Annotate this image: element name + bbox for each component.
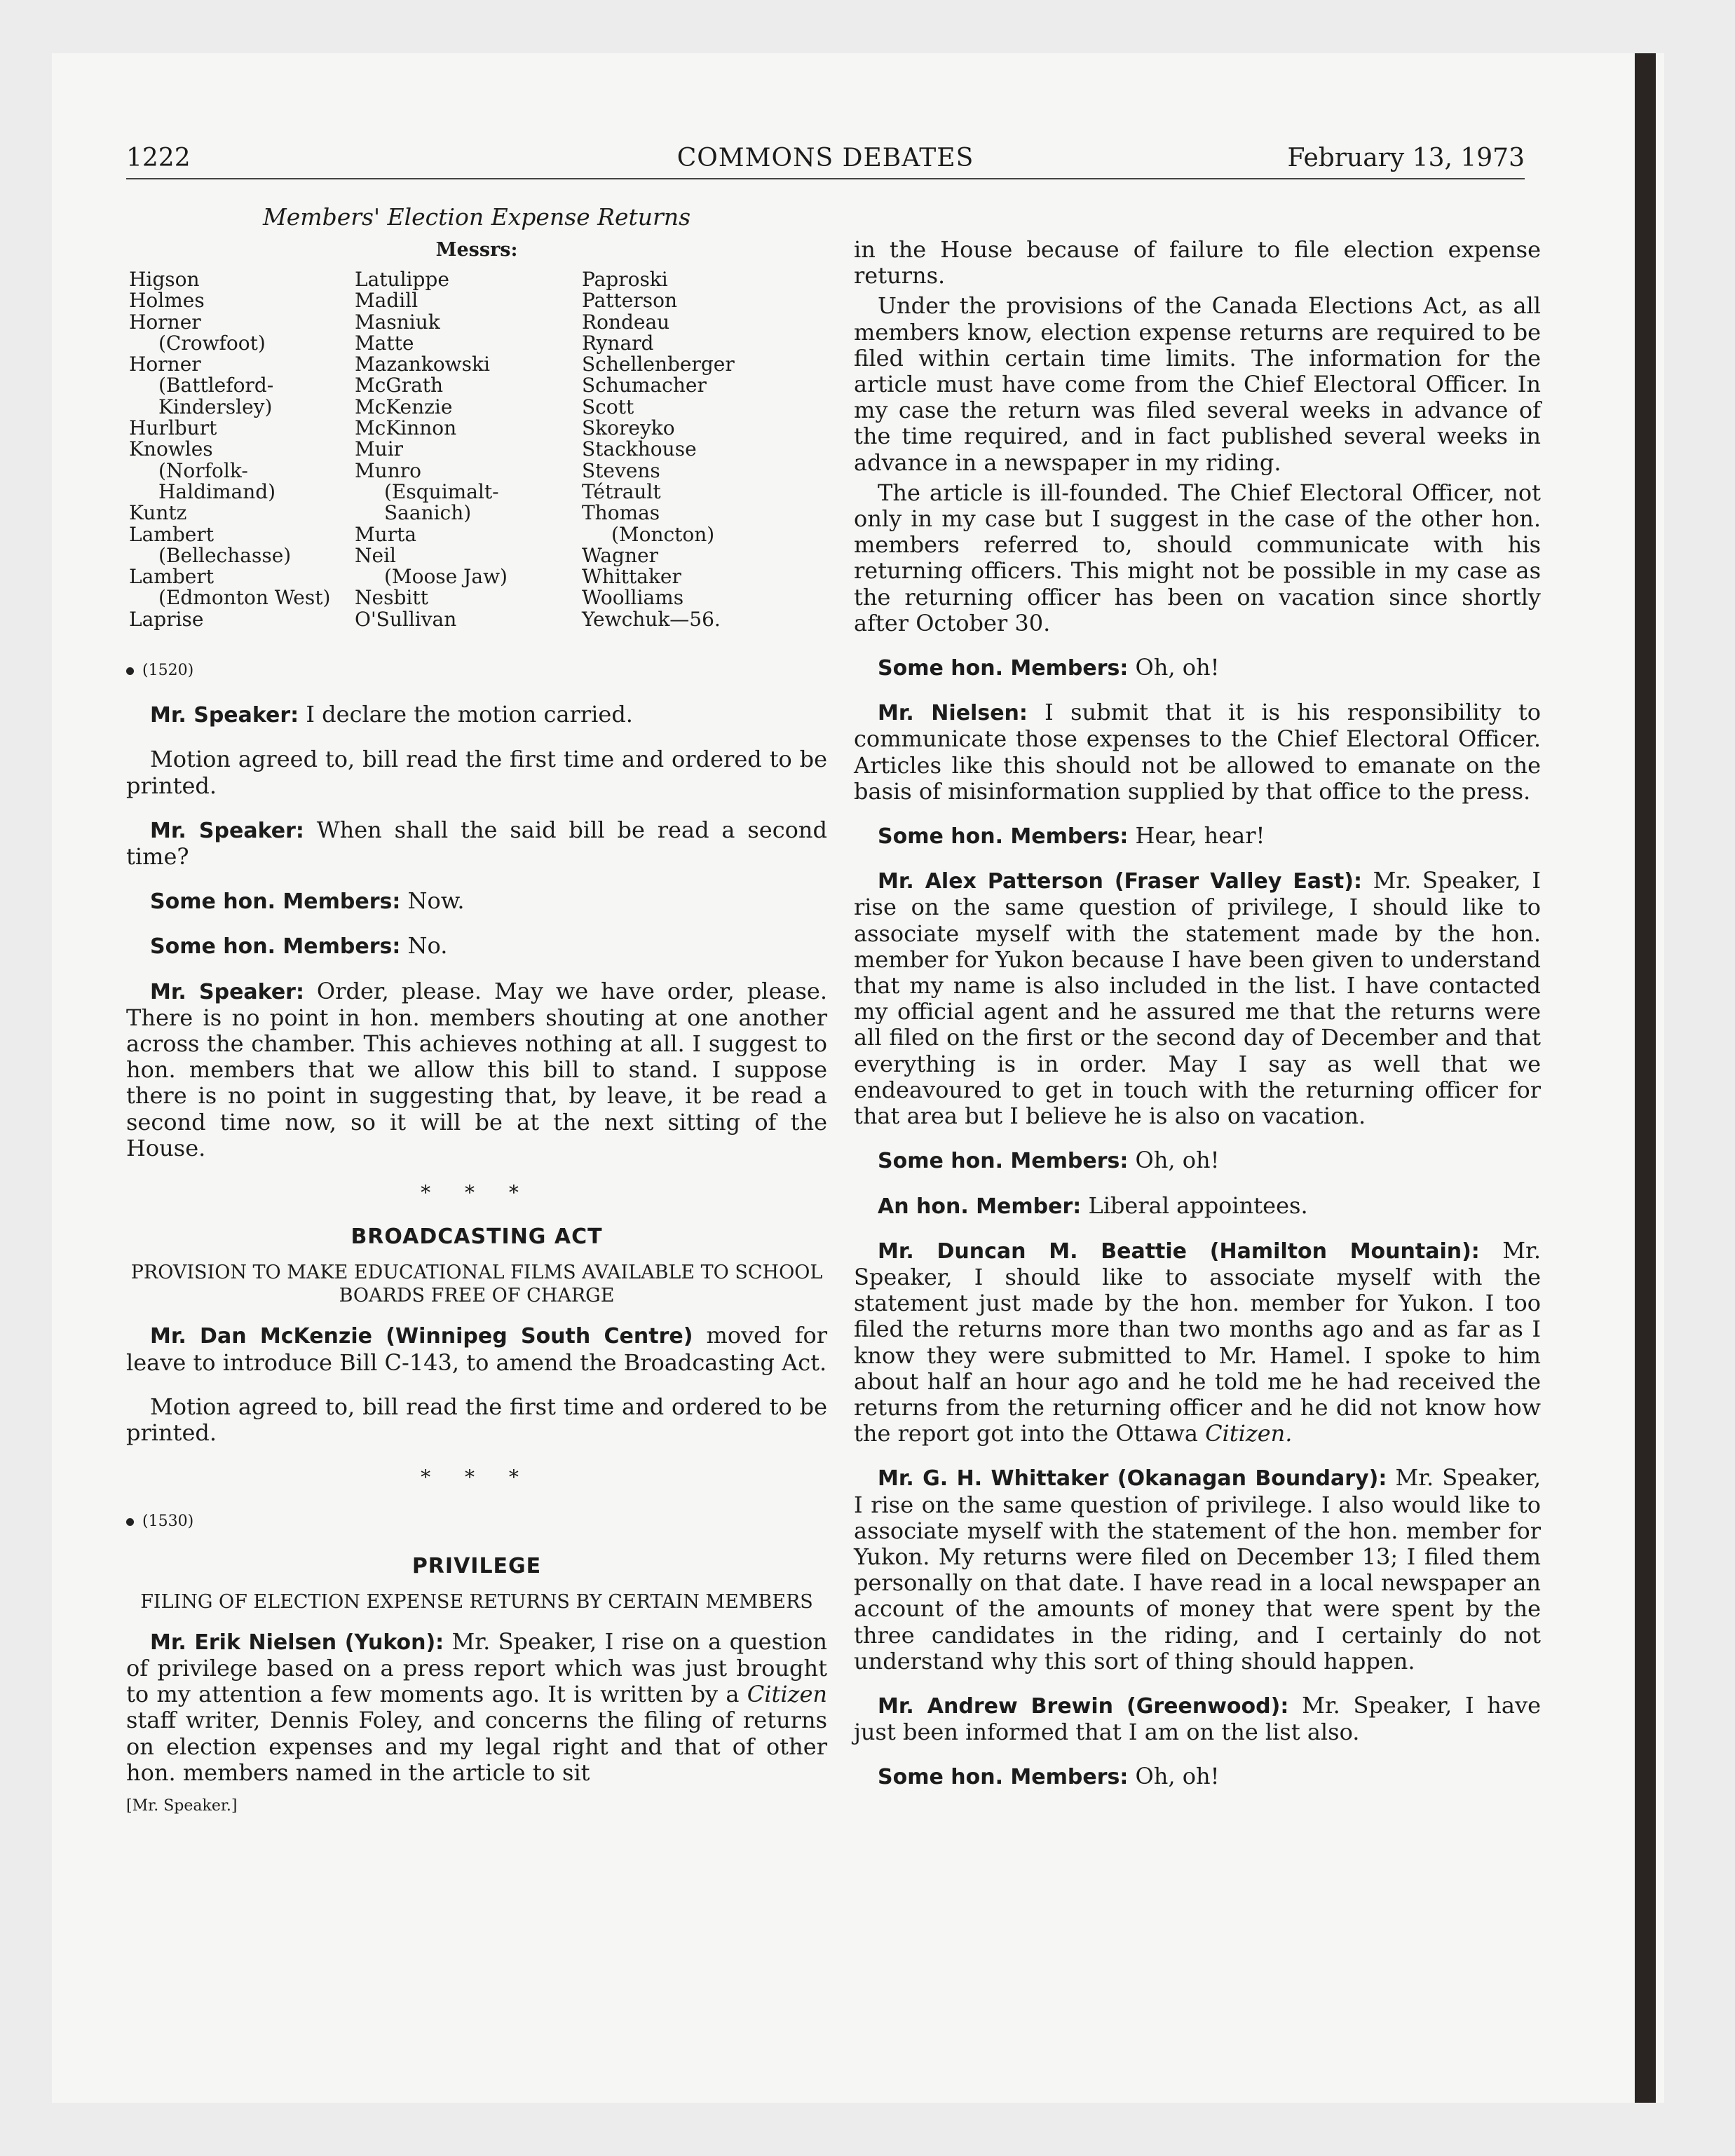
speaker-name: Some hon. Members: <box>878 1765 1129 1790</box>
speaker-name: Some hon. Members: <box>878 824 1129 850</box>
speaker-name: Some hon. Members: <box>150 934 401 960</box>
member-name: Skoreyko <box>582 416 675 440</box>
members-column-3 <box>582 269 735 630</box>
bullet-dot-icon <box>126 1518 134 1526</box>
issue-date: February 13, 1973 <box>1287 144 1525 172</box>
speaker-name: Mr. Nielsen: <box>878 701 1028 726</box>
paragraph: Mr. Speaker: Order, please. May we have order, please. There is no point in hon. members shouting at one another across the chamber. This achieves nothing at all. I suggest to hon. members that we allow this bill to stand. I suppose there is no point in suggesting that, by leave, it be read a second time now, so it will be at the next sitting of the House. <box>126 977 828 1161</box>
member-name: (Battleford- <box>158 374 274 397</box>
section-separator: * * * <box>421 1181 533 1205</box>
member-name: Schellenberger <box>582 353 735 376</box>
left-column <box>126 657 827 1819</box>
members-column-2 <box>355 269 508 630</box>
member-name: Patterson <box>582 289 677 313</box>
member-name: Horner <box>129 353 201 376</box>
page-number: 1222 <box>126 144 191 172</box>
section-heading: BROADCASTING ACT <box>351 1224 603 1250</box>
member-name: Lambert <box>129 522 214 546</box>
member-name: Wagner <box>582 543 658 567</box>
paragraph: in the House because of failure to file election expense returns. <box>854 236 1541 289</box>
section-heading: PRIVILEGE <box>411 1553 542 1578</box>
speaker-name: An hon. Member: <box>878 1194 1082 1219</box>
member-name: Munro <box>355 458 421 482</box>
running-header <box>126 143 1525 179</box>
members-column-1 <box>129 269 330 630</box>
member-name: McKenzie <box>355 395 453 418</box>
paragraph: The article is ill-founded. The Chief Electoral Officer, not only in my case but I suggest in the case of the other hon. members referred to, should communicate with his returning officers. This might not be possible in my case as the returning officer has been on vacation since shortly after October 30. <box>854 479 1541 636</box>
paragraph: Some hon. Members: Hear, hear! <box>878 822 1265 850</box>
member-name: McKinnon <box>355 416 457 440</box>
speaker-name: Some hon. Members: <box>878 656 1129 681</box>
member-name: McGrath <box>355 374 444 397</box>
speaker-name: Mr. Speaker: <box>150 979 304 1004</box>
paragraph: Some hon. Members: Oh, oh! <box>878 654 1220 681</box>
member-name: Neil <box>355 543 396 567</box>
paragraph: Mr. Speaker: When shall the said bill be read a second time? <box>126 816 827 871</box>
publication-title: COMMONS DEBATES <box>676 144 974 172</box>
timestamp: (1520) <box>126 657 827 683</box>
member-name: Masniuk <box>355 310 440 334</box>
table-title: Members' Election Expense Returns <box>262 203 691 231</box>
section-separator: * * * <box>421 1466 533 1489</box>
member-name: Laprise <box>129 607 204 631</box>
speaker-name: Mr. Andrew Brewin (Greenwood): <box>878 1693 1289 1719</box>
table-subtitle: Messrs: <box>435 239 518 261</box>
member-name: Yewchuk—56. <box>582 607 721 631</box>
member-name: Rynard <box>582 331 654 355</box>
timestamp: (1530) <box>126 1508 827 1534</box>
paragraph: An hon. Member: Liberal appointees. <box>878 1192 1308 1219</box>
paragraph: Mr. Duncan M. Beattie (Hamilton Mountain): Mr. Speaker, I should like to associate myself with the statement just made by the hon. member for Yukon. I too filed the returns more than two months ago and as far as I know they were submitted to Mr. Hamel. I spoke to him about half an hour ago and he told me he had received the returns from the returning officer and he did not know how the report got into the Ottawa Citizen. <box>854 1236 1541 1447</box>
right-column <box>854 237 1541 1809</box>
paragraph: Some hon. Members: No. <box>150 932 448 960</box>
bullet-dot-icon <box>126 667 134 675</box>
speaker-name: Mr. Dan McKenzie (Winnipeg South Centre) <box>150 1324 693 1349</box>
member-name: Kuntz <box>129 501 187 525</box>
member-name: O'Sullivan <box>355 607 457 631</box>
speaker-name: Mr. Speaker: <box>150 818 304 843</box>
member-name: (Bellechasse) <box>158 543 292 567</box>
paragraph: Motion agreed to, bill read the first time and ordered to be printed. <box>126 1393 827 1447</box>
paragraph: Some hon. Members: Oh, oh! <box>878 1763 1220 1790</box>
member-name: Thomas <box>582 501 660 525</box>
member-name: (Moose Jaw) <box>384 565 508 589</box>
paragraph: Mr. Alex Patterson (Fraser Valley East): Mr. Speaker, I rise on the same question of privilege, I should like to associate myself with the statement made by the hon. member for Yukon because I have been given to understand that my name is also included in the list. I have contacted my official agent and he assured me that the returns were all filed on the first or the second day of December and that everything is in order. May I say as well that we endeavoured to get in touch with the returning officer for that area but I believe he is also on vacation. <box>854 867 1542 1130</box>
page-footer-note: [Mr. Speaker.] <box>126 1797 238 1815</box>
paragraph: Mr. Erik Nielsen (Yukon): Mr. Speaker, I rise on a question of privilege based on a press report which was just brought to my attention a few moments ago. It is written by a Citizen staff writer, Dennis Foley, and concerns the filing of returns on election expenses and my legal right and that of other hon. members named in the article to sit <box>126 1628 827 1786</box>
section-subheading: PROVISION TO MAKE EDUCATIONAL FILMS AVAILABLE TO SCHOOL BOARDS FREE OF CHARGE <box>130 1262 823 1307</box>
member-name: Whittaker <box>582 565 681 589</box>
member-name: (Edmonton West) <box>158 586 331 610</box>
member-name: Higson <box>129 268 200 291</box>
member-name: Matte <box>355 331 414 355</box>
member-name: Hurlburt <box>129 416 217 440</box>
member-name: Saanich) <box>384 501 472 525</box>
member-name: Haldimand) <box>158 479 276 503</box>
paragraph: Mr. G. H. Whittaker (Okanagan Boundary): Mr. Speaker, I rise on the same question of privilege. I also would like to associate myself with the statement of the hon. member for Yukon. My returns were filed on December 13; I filed them personally on that date. I have read in a local newspaper an account of the amounts of money that were spent by the three candidates in the riding, and I certainly do not understand why this sort of thing should happen. <box>854 1464 1542 1674</box>
member-name: Mazankowski <box>355 353 490 376</box>
speaker-name: Mr. G. H. Whittaker (Okanagan Boundary): <box>878 1466 1387 1492</box>
member-name: Paproski <box>582 268 668 291</box>
section-subheading: FILING OF ELECTION EXPENSE RETURNS BY CERTAIN MEMBERS <box>140 1590 813 1613</box>
paragraph: Mr. Speaker: I declare the motion carried. <box>150 701 633 728</box>
member-name: Madill <box>355 289 419 313</box>
member-name: Holmes <box>129 289 205 313</box>
paragraph: Mr. Andrew Brewin (Greenwood): Mr. Speaker, I have just been informed that I am on the list also. <box>854 1691 1542 1746</box>
speaker-name: Some hon. Members: <box>150 889 401 915</box>
member-name: (Moncton) <box>611 522 715 546</box>
paragraph: Mr. Dan McKenzie (Winnipeg South Centre) moved for leave to introduce Bill C-143, to amend the Broadcasting Act. <box>126 1322 828 1376</box>
speaker-name: Mr. Erik Nielsen (Yukon): <box>150 1630 444 1655</box>
speaker-name: Mr. Alex Patterson (Fraser Valley East): <box>878 869 1362 894</box>
member-name: (Esquimalt- <box>384 479 499 503</box>
speaker-name: Mr. Speaker: <box>150 703 299 728</box>
member-name: Murta <box>355 522 417 546</box>
paragraph: Some hon. Members: Oh, oh! <box>878 1147 1220 1174</box>
member-name: Schumacher <box>582 374 707 397</box>
paragraph: Some hon. Members: Now. <box>150 887 465 915</box>
member-name: (Crowfoot) <box>158 331 266 355</box>
member-name: Scott <box>582 395 634 418</box>
member-name: Stackhouse <box>582 437 697 461</box>
paragraph: Mr. Nielsen: I submit that it is his responsibility to communicate those expenses to the Chief Electoral Officer. Articles like this should not be allowed to emanate on the basis of misinformation supplied by that office to the press. <box>854 699 1541 805</box>
member-name: Knowles <box>129 437 213 461</box>
speaker-name: Mr. Duncan M. Beattie (Hamilton Mountain): <box>878 1239 1480 1264</box>
book-spine-shadow <box>1635 53 1656 2103</box>
member-name: Woolliams <box>582 586 684 610</box>
paragraph: Under the provisions of the Canada Elections Act, as all members know, election expense returns are required to be filed within certain time limits. The information for the article must have come from the Chief Electoral Officer. In my case the return was filed several weeks in advance of the time required, and in fact published several weeks in advance in a newspaper in my riding. <box>854 292 1541 476</box>
member-name: Latulippe <box>355 268 449 291</box>
member-name: Tétrault <box>582 479 661 503</box>
member-name: Rondeau <box>582 310 670 334</box>
member-name: Muir <box>355 437 404 461</box>
paragraph: Motion agreed to, bill read the first time and ordered to be printed. <box>126 746 827 799</box>
member-name: Stevens <box>582 458 660 482</box>
member-name: Horner <box>129 310 201 334</box>
member-name: Nesbitt <box>355 586 428 610</box>
member-name: Lambert <box>129 565 214 589</box>
speaker-name: Some hon. Members: <box>878 1149 1129 1174</box>
member-name: Kindersley) <box>158 395 273 418</box>
member-name: (Norfolk- <box>158 458 248 482</box>
